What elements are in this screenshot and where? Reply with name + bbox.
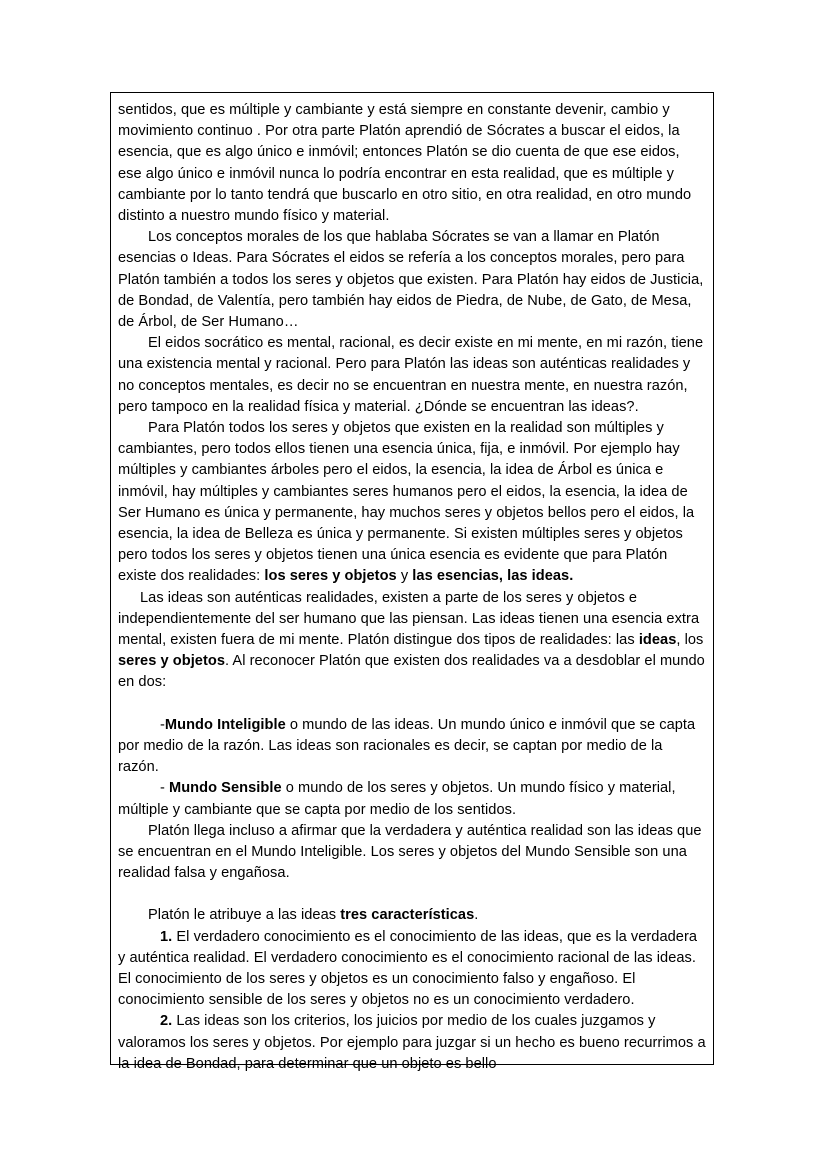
text-run: Las ideas son los criterios, los juicios por medio de los cuales juzgamos y valoramos los seres y objetos. Por ejemplo para juzgar si un hecho es bueno recurrimos a la idea de Bondad, para determinar que un objeto es bello: [118, 1013, 706, 1072]
text-run: El eidos socrático es mental, racional, es decir existe en mi mente, en mi razón, tiene una existencia mental y racional. Pero para Platón las ideas son auténticas realidades y no conceptos mentales, es decir no se encuentran en nuestra mente, en nuestra razón, pero tampoco en la realidad física y material. ¿Dónde se encuentran las ideas?.: [118, 335, 704, 415]
text-run: o mundo de los seres y objetos. Un mundo físico y material, múltiple y cambiante que se capta por medio de los sentidos.: [118, 780, 676, 818]
text-run: Las ideas son auténticas realidades, existen a parte de los seres y objetos e independientemente del ser humano que las piensan. Las ideas tienen una esencia extra mental, existen fuera de mi mente. Platón distingue dos tipos de realidades: las: [118, 589, 700, 649]
emphasis-text: 1.: [160, 928, 173, 945]
text-run: , los: [676, 632, 704, 649]
text-run: El verdadero conocimiento es el conocimiento de las ideas, que es la verdadera y auténtica realidad. El verdadero conocimiento es el conocimiento racional de las ideas. El conocimiento de los seres y objetos es un conocimiento falso y engañoso. El conocimiento sensible de los seres y objetos no es un conocimiento verdadero.: [118, 928, 698, 1009]
text-run: o mundo de las ideas. Un mundo único e inmóvil que se capta por medio de la razón. Las ideas son racionales es decir, se captan por medio de la razón.: [118, 716, 696, 776]
text-run: . Al reconocer Platón que existen dos realidades va a desdoblar el mundo en dos:: [118, 653, 705, 691]
emphasis-text: seres y objetos: [118, 653, 226, 670]
paragraph: [118, 333, 706, 418]
emphasis-text: las esencias, las ideas.: [412, 568, 574, 585]
text-run: Platón llega incluso a afirmar que la verdadera y auténtica realidad son las ideas que se encuentran en el Mundo Inteligible. Los seres y objetos del Mundo Sensible son una realidad falsa y engañosa.: [118, 822, 702, 882]
paragraph: [118, 227, 706, 333]
document-body: [118, 100, 706, 1075]
text-run: Platón le atribuye a las ideas: [148, 907, 341, 924]
text-run: sentidos, que es múltiple y cambiante y está siempre en constante devenir, cambio y movimiento continuo . Por otra parte Platón aprendió de Sócrates a buscar el eidos, la esencia, que es algo único e inmóvil; entonces Platón se dio cuenta de que ese eidos, ese algo único e inmóvil nunca lo podría encontrar en esta realidad, que es múltiple y cambiante por lo tanto tendrá que buscarlo en otro sitio, en otra realidad, en otro mundo distinto a nuestro mundo físico y material.: [118, 102, 692, 225]
text-run: .: [474, 907, 479, 924]
emphasis-text: 2.: [160, 1013, 173, 1030]
emphasis-text: los seres y objetos: [264, 568, 397, 585]
text-run: -: [160, 716, 165, 733]
text-run: Los conceptos morales de los que hablaba Sócrates se van a llamar en Platón esencias o Ideas. Para Sócrates el eidos se refería a los conceptos morales, pero para Platón también a todos los seres y objetos que existen. Para Platón hay eidos de Justicia, de Bondad, de Valentía, pero también hay eidos de Piedra, de Nube, de Gato, de Mesa, de Árbol, de Ser Humano…: [118, 229, 704, 331]
text-run: y: [396, 568, 413, 585]
emphasis-text: ideas: [638, 632, 677, 649]
text-run: Para Platón todos los seres y objetos que existen en la realidad son múltiples y cambiantes, pero todos ellos tienen una esencia única, fija, e inmóvil. Por ejemplo hay múltiples y cambiantes árboles pero el eidos, la esencia, la idea de Árbol es única e inmóvil, hay múltiples y cambiantes seres humanos pero el eidos, la esencia, la idea de Ser Humano es única y permanente, hay muchos seres y objetos bellos pero el eidos, la esencia, la idea de Belleza es única y permanente. Si existen múltiples seres y objetos pero todos los seres y objetos tienen una única esencia es evidente que para Platón existe dos realidades:: [118, 420, 695, 585]
text-frame: [110, 92, 714, 1072]
text-run: -: [160, 780, 170, 797]
emphasis-text: Mundo Sensible: [169, 780, 282, 797]
emphasis-text: tres características: [340, 907, 475, 924]
paragraph-spacer: [118, 694, 706, 715]
paragraph: [118, 927, 706, 1012]
emphasis-text: Mundo Inteligible: [164, 716, 286, 733]
paragraph: [118, 1011, 706, 1075]
paragraph: [118, 821, 706, 885]
paragraph: [118, 778, 706, 820]
paragraph: [118, 715, 706, 779]
paragraph: [118, 588, 706, 694]
paragraph: [118, 418, 706, 588]
paragraph-spacer: [118, 884, 706, 905]
paragraph: [118, 100, 706, 227]
paragraph: [118, 905, 706, 926]
